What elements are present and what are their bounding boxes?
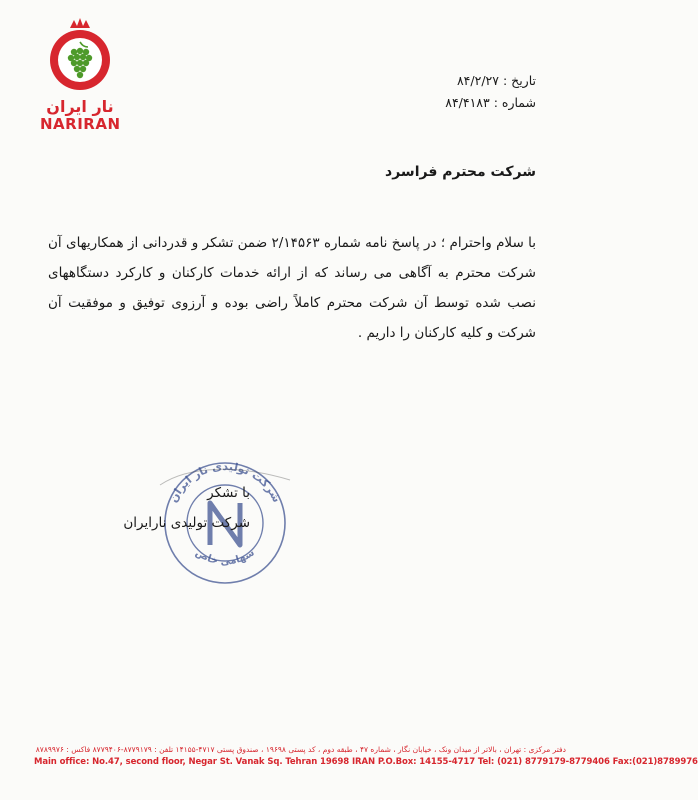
stamp-ring-top-text: شرکت تولیدی نار ایران bbox=[166, 459, 284, 505]
letter-body: با سلام واحترام ؛ در پاسخ نامه شماره ۲/۱۴۵۶۳ ضمن تشکر و قدردانی از همکاریهای آن شرکت محترم به آگاهی می رساند که از ارائه خدمات کارکنان و کارکرد دستگاههای نصب شده توسط آن شرکت محترم کاملاً راضی بوده و آرزوی توفیق و موفقیت آن شرکت و کلیه کارکنان را داریم . bbox=[48, 235, 536, 341]
closing-block bbox=[70, 478, 250, 538]
footer-address-persian: دفتر مرکزی : تهران ، بالاتر از میدان ونک ، خیابان نگار ، شماره ۴۷ ، طبقه دوم ، کد پستی ۱۹۶۹۸ ، صندوق پستی ۴۷۱۷-۱۴۱۵۵ تلفن : ۸۷۷۹۱۷۹-۸۷۷۹۴۰۶ فاکس : ۸۷۸۹۹۷۶ bbox=[35, 745, 566, 754]
letter-number: شماره : ۸۴/۴۱۸۳ bbox=[445, 95, 536, 110]
letter-date: تاریخ : ۸۴/۲/۲۷ bbox=[456, 73, 536, 88]
logo-name-persian: نار ایران bbox=[46, 97, 114, 116]
letterhead-footer bbox=[34, 744, 698, 769]
company-logo bbox=[40, 18, 120, 138]
pomegranate-icon bbox=[48, 18, 112, 96]
footer-address-english: Main office: No.47, second floor, Negar St. Vanak Sq. Tehran 19698 IRAN P.O.Box: 14155-4717 Tel: (021) 8779179-8779406 Fax:(021)8789976 bbox=[34, 757, 698, 767]
stamp-ring-bottom-text: سهامی خاص bbox=[193, 547, 257, 568]
letter-meta bbox=[336, 70, 536, 114]
logo-name-english: NARIRAN bbox=[40, 115, 121, 133]
recipient: شرکت محترم فراسرد bbox=[385, 164, 536, 180]
closing-thanks: با تشکر bbox=[207, 485, 250, 501]
closing-company: شرکت تولیدی نارایران bbox=[123, 515, 250, 531]
